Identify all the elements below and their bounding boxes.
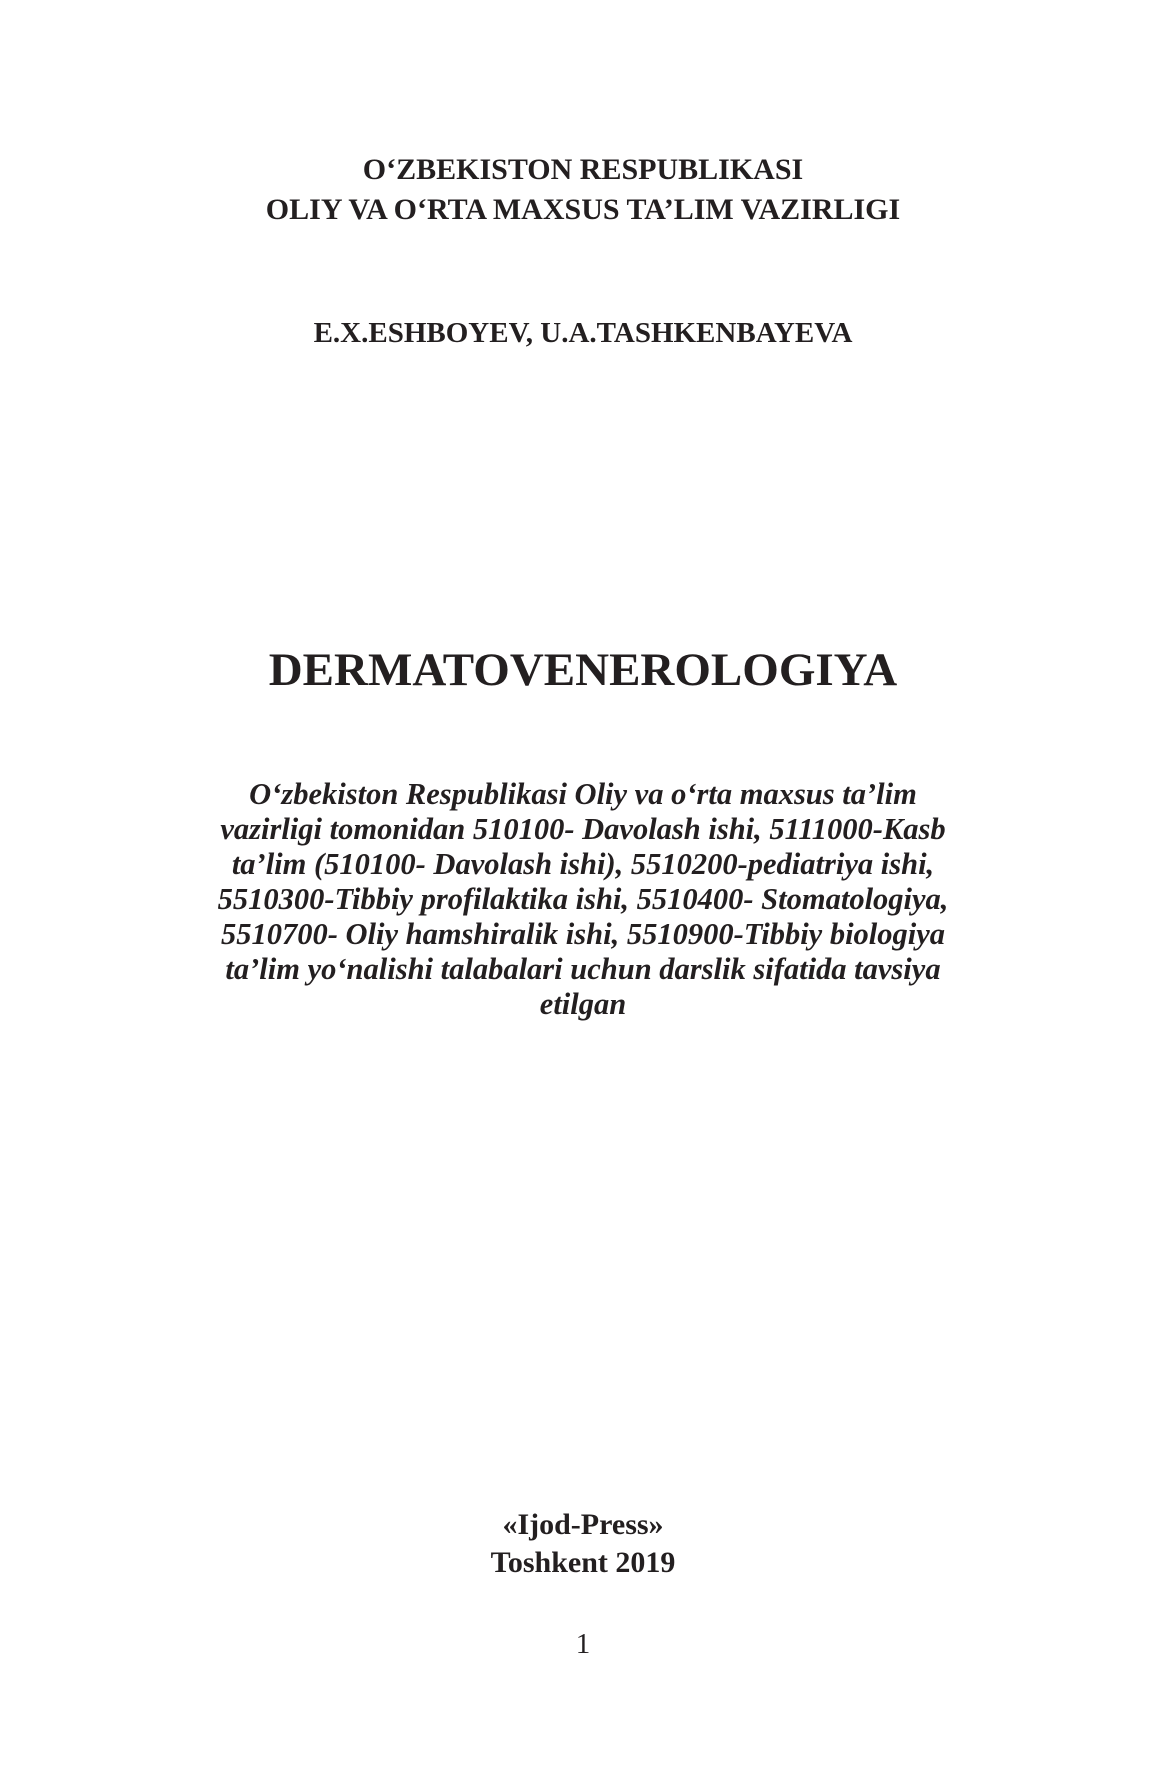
book-title: DERMATOVENEROLOGIYA bbox=[268, 644, 898, 696]
page-number: 1 bbox=[575, 1628, 591, 1660]
recommendation-line: 5510700- Oliy hamshiralik ishi, 5510900-Tibbiy biologiya bbox=[220, 917, 946, 951]
recommendation-line: ta’lim yo‘nalishi talabalari uchun darslik sifatida tavsiya bbox=[225, 952, 941, 986]
recommendation-line: ta’lim (510100- Davolash ishi), 5510200-pediatriya ishi, bbox=[231, 847, 935, 881]
authors: E.X.ESHBOYEV, U.A.TASHKENBAYEVA bbox=[313, 317, 853, 349]
recommendation-line: 5510300-Tibbiy profilaktika ishi, 5510400- Stomatologiya, bbox=[217, 882, 949, 916]
publisher-name: «Ijod-Press» bbox=[502, 1508, 664, 1541]
recommendation-text bbox=[150, 777, 1016, 1022]
recommendation-line: etilgan bbox=[539, 987, 627, 1021]
ministry-header-line-1: O‘ZBEKISTON RESPUBLIKASI bbox=[362, 153, 804, 186]
publisher-block bbox=[0, 1506, 1166, 1582]
recommendation-line: vazirligi tomonidan 510100- Davolash ishi, 5111000-Kasb bbox=[220, 812, 946, 846]
publication-place-year: Toshkent 2019 bbox=[490, 1546, 676, 1579]
recommendation-line: O‘zbekiston Respublikasi Oliy va o‘rta maxsus ta’lim bbox=[249, 777, 917, 811]
ministry-header bbox=[0, 150, 1166, 230]
ministry-header-line-2: OLIY VA O‘RTA MAXSUS TA’LIM VAZIRLIGI bbox=[265, 193, 901, 226]
